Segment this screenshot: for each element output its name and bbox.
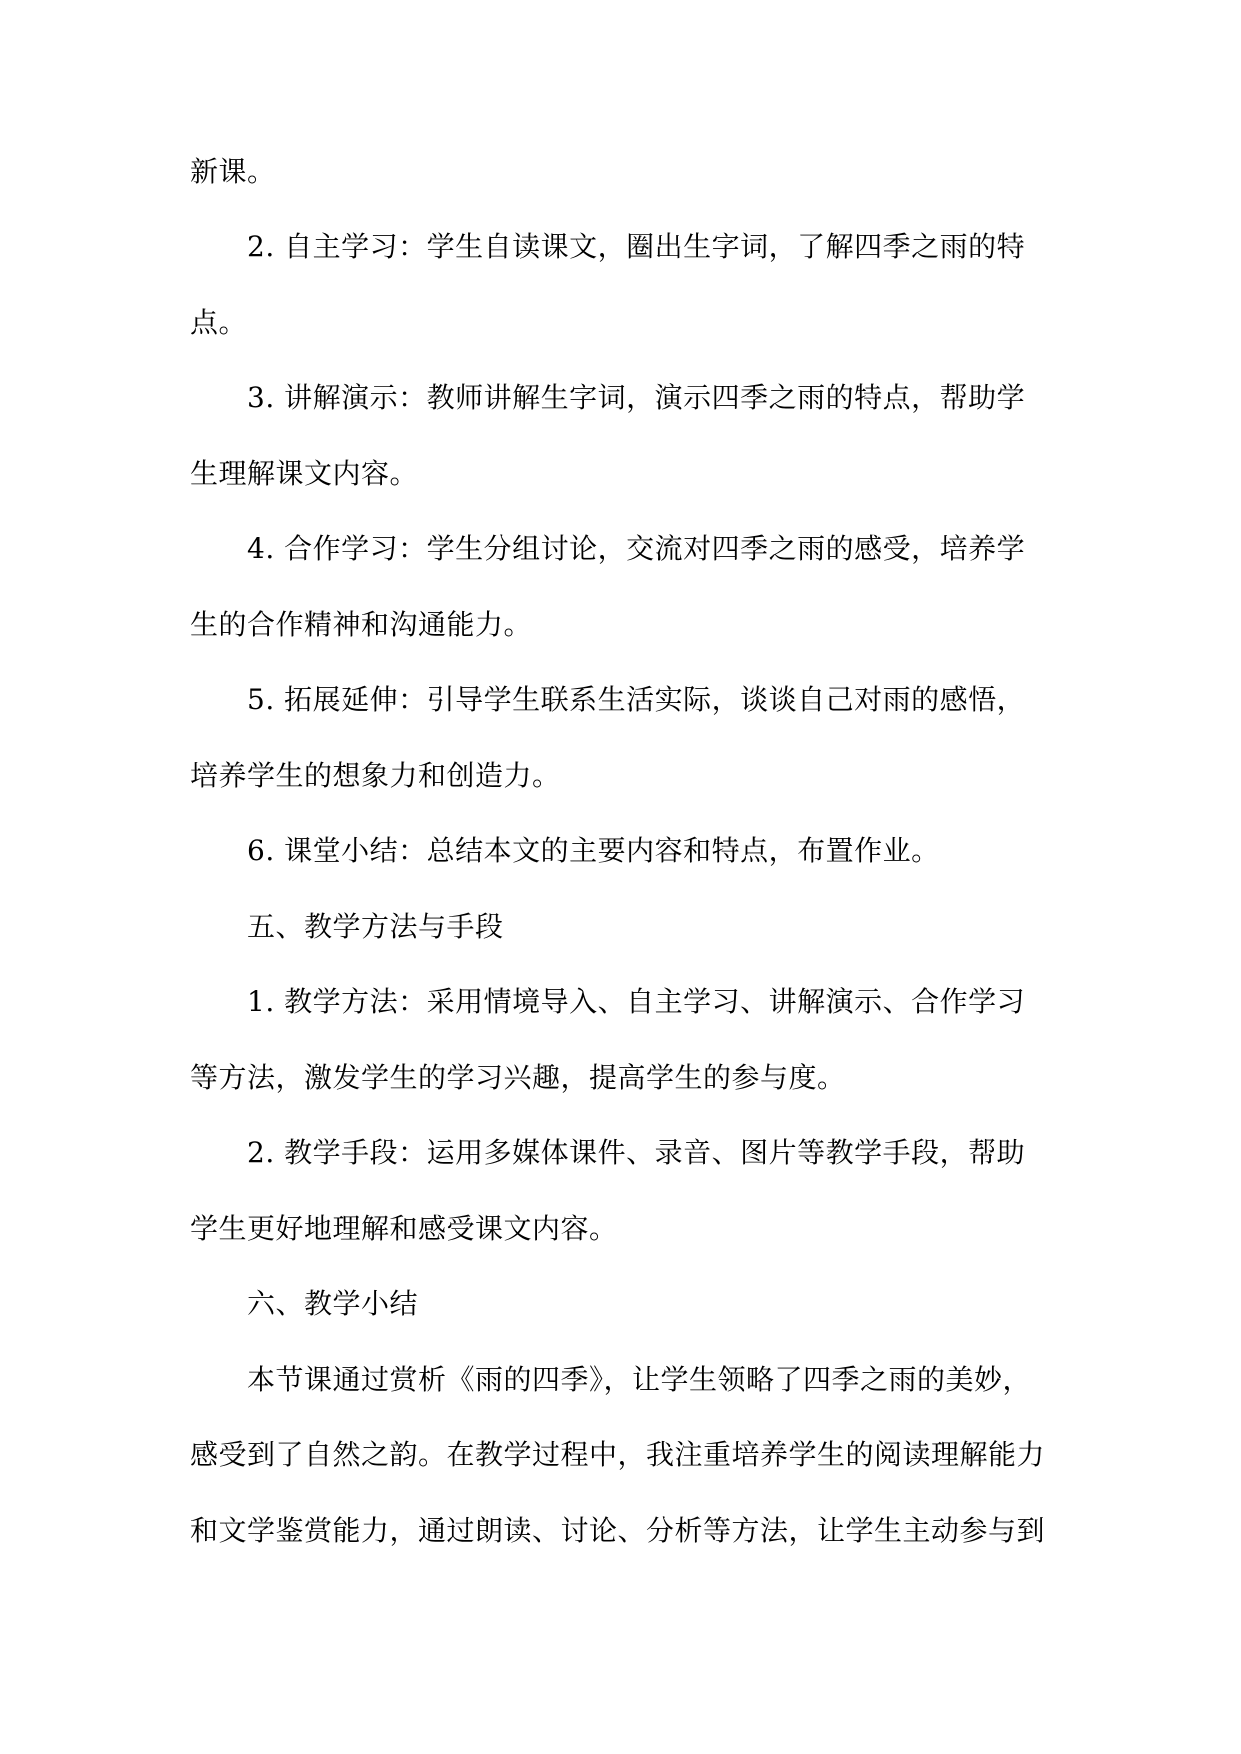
list-item-3-line-2: 生理解课文内容。 [190,457,419,490]
method-item-2-line-2: 学生更好地理解和感受课文内容。 [190,1212,618,1245]
list-item-5-line-1: 5. 拓展延伸：引导学生联系生活实际，谈谈自己对雨的感悟， [247,683,1026,716]
list-item-3-line-1: 3. 讲解演示：教师讲解生字词，演示四季之雨的特点，帮助学 [247,381,1026,414]
list-item-6: 6. 课堂小结：总结本文的主要内容和特点，布置作业。 [247,834,940,867]
list-item-4-line-1: 4. 合作学习：学生分组讨论，交流对四季之雨的感受，培养学 [247,532,1026,565]
method-item-1-line-1: 1. 教学方法：采用情境导入、自主学习、讲解演示、合作学习 [247,985,1026,1018]
summary-paragraph-line-3: 和文学鉴赏能力，通过朗读、讨论、分析等方法，让学生主动参与到 [190,1514,1046,1547]
summary-paragraph-line-1: 本节课通过赏析《雨的四季》，让学生领略了四季之雨的美妙， [247,1363,1032,1396]
text-line-continuation: 新课。 [190,155,276,188]
method-item-1-line-2: 等方法，激发学生的学习兴趣，提高学生的参与度。 [190,1061,846,1094]
section-heading-5: 五、教学方法与手段 [247,910,504,943]
list-item-4-line-2: 生的合作精神和沟通能力。 [190,608,533,641]
method-item-2-line-1: 2. 教学手段：运用多媒体课件、录音、图片等教学手段，帮助 [247,1136,1026,1169]
list-item-5-line-2: 培养学生的想象力和创造力。 [190,759,561,792]
summary-paragraph-line-2: 感受到了自然之韵。在教学过程中，我注重培养学生的阅读理解能力 [190,1438,1046,1471]
list-item-2-line-1: 2. 自主学习：学生自读课文，圈出生字词，了解四季之雨的特 [247,230,1026,263]
section-heading-6: 六、教学小结 [247,1287,419,1320]
list-item-2-line-2: 点。 [190,306,248,339]
